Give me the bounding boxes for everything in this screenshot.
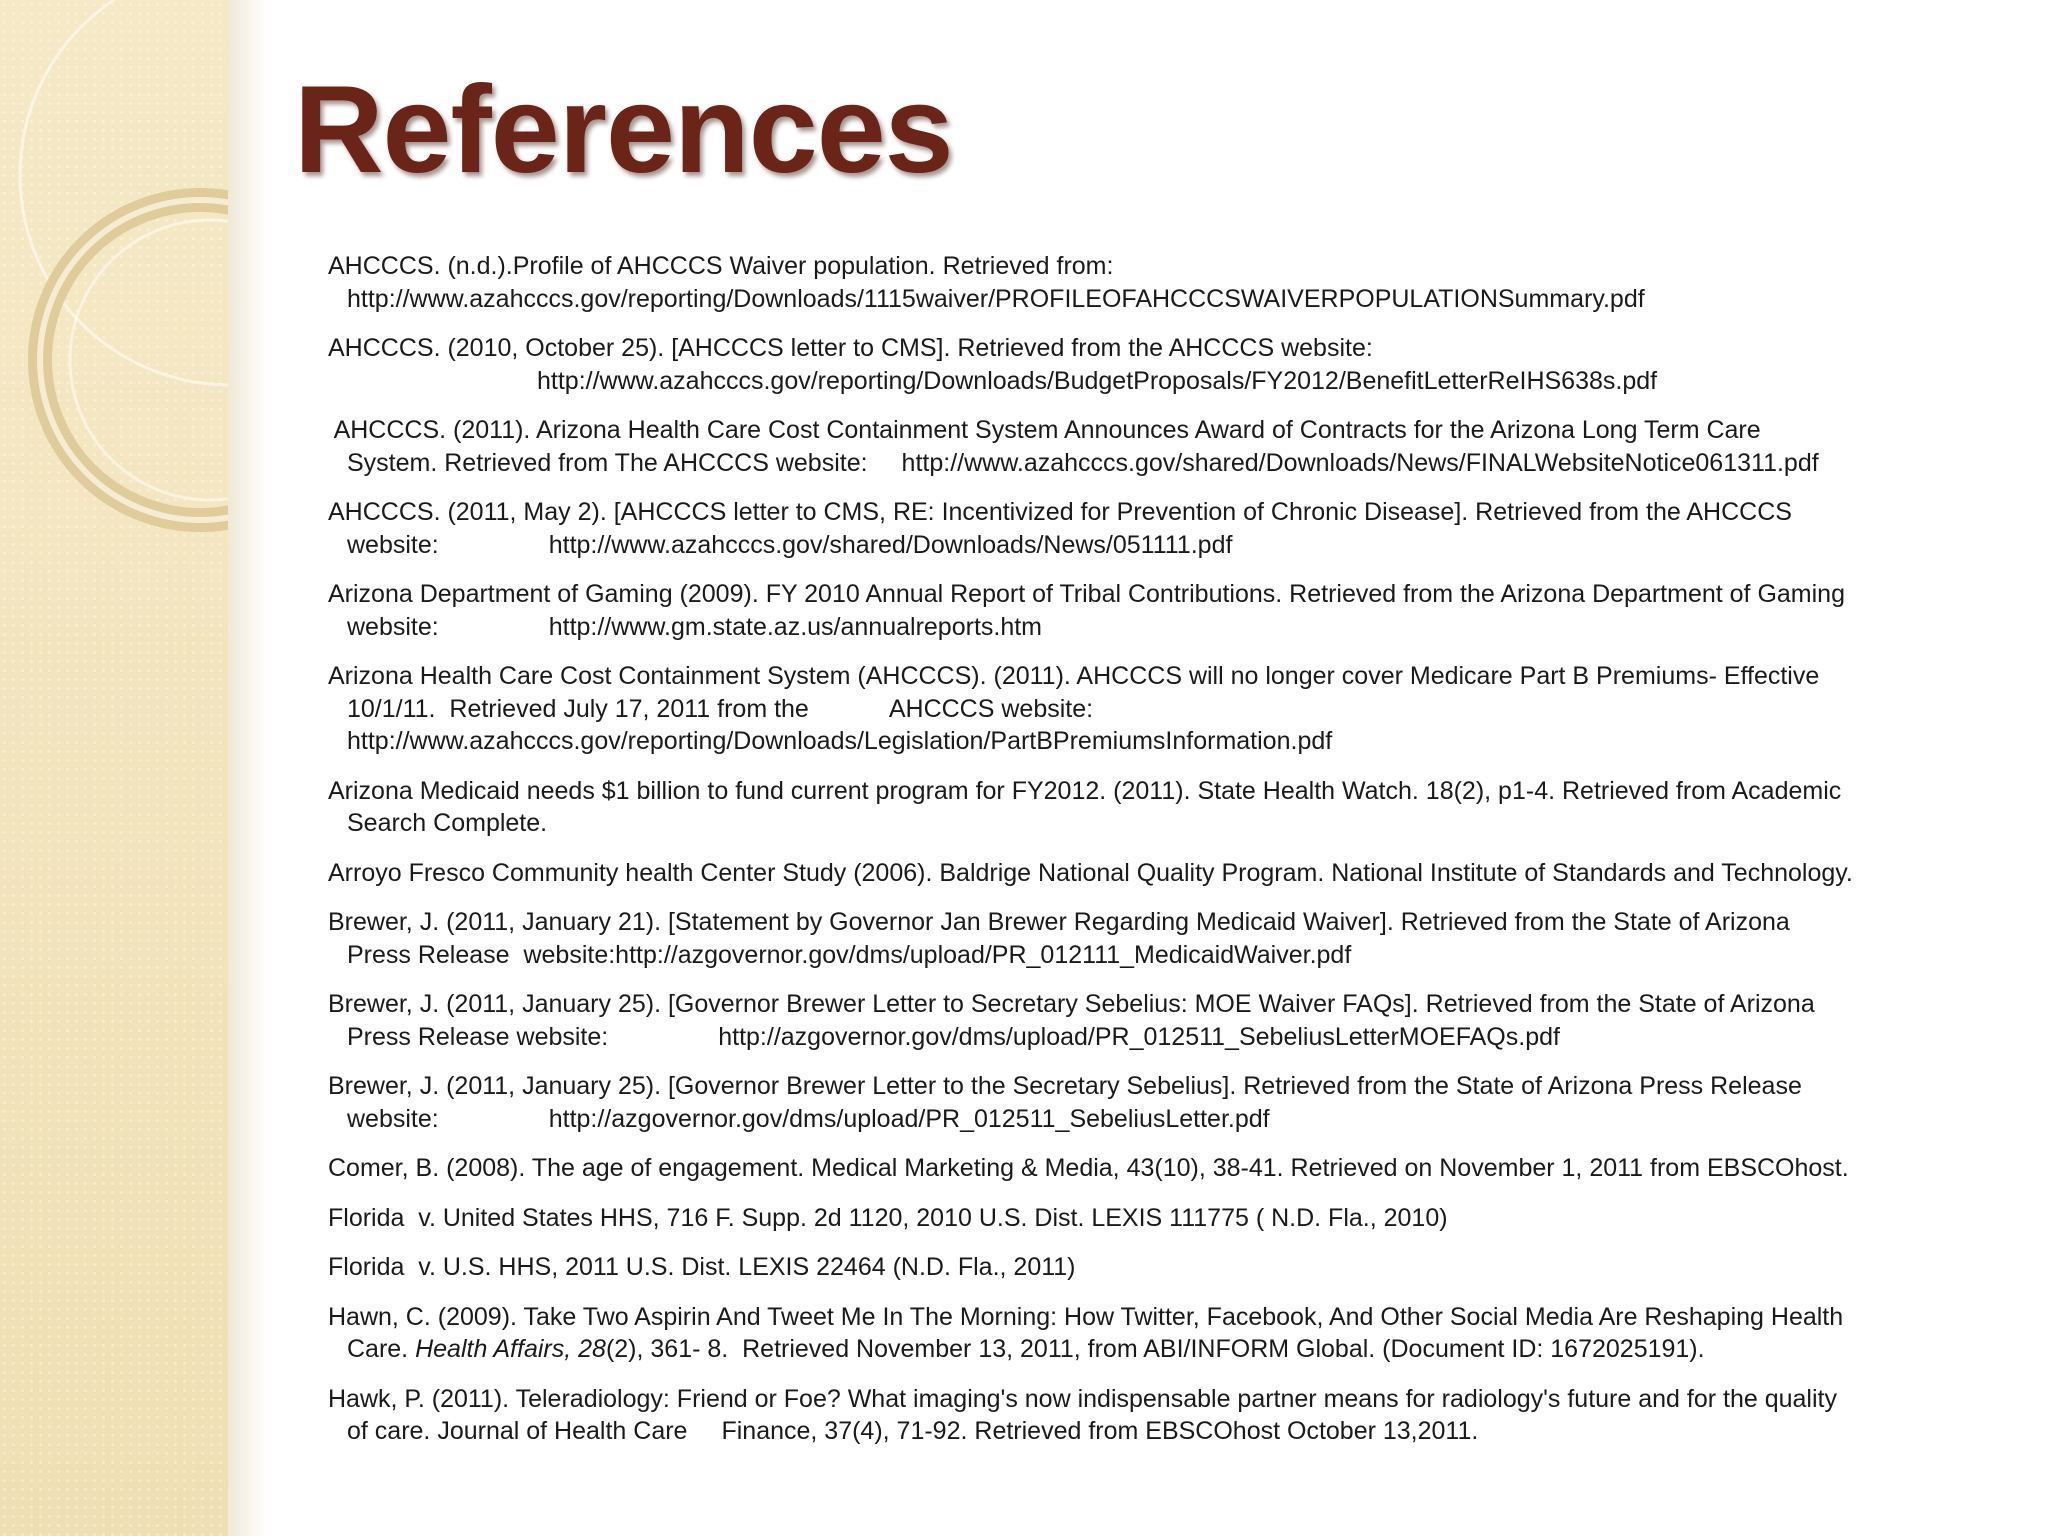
reference-item bbox=[328, 578, 2008, 643]
reference-item bbox=[328, 1202, 2008, 1235]
reference-text: AHCCCS website: bbox=[888, 694, 1094, 723]
reference-item bbox=[328, 1152, 2008, 1185]
reference-text: AHCCCS. (2010, October 25). [AHCCCS letter to CMS]. Retrieved from the AHCCCS website: bbox=[328, 334, 1373, 362]
reference-text: Arizona Health Care Cost Containment System (AHCCCS). (2011). AHCCCS will no longer cover Medicare Part B Premiums- Effective bbox=[328, 662, 1820, 690]
reference-url[interactable]: http://www.azahcccs.gov/shared/Downloads/News/FINALWebsiteNotice061311.pdf bbox=[901, 448, 1819, 477]
reference-text: Hawn, C. (2009). Take Two Aspirin And Tweet Me In The Morning: How Twitter, Facebook, And Other Social Media Are Reshaping Health bbox=[328, 1302, 1844, 1331]
reference-text: website: bbox=[347, 1104, 439, 1133]
reference-text: Brewer, J. (2011, January 21). [Statement by Governor Jan Brewer Regarding Medicaid Waiver]. Retrieved from the State of Arizona bbox=[328, 908, 1790, 936]
reference-text: Arroyo Fresco Community health Center Study (2006). Baldrige National Quality Program. National Institute of Standards and Technology. bbox=[328, 858, 1853, 887]
reference-item bbox=[328, 496, 2008, 561]
reference-text: Florida v. U.S. HHS, 2011 U.S. Dist. LEXIS 22464 (N.D. Fla., 2011) bbox=[328, 1253, 1076, 1281]
reference-item bbox=[328, 414, 2008, 479]
reference-text: Arizona Medicaid needs $1 billion to fund current program for FY2012. (2011). State Health Watch. 18(2), p1-4. Retrieved from Academic bbox=[328, 776, 1842, 805]
reference-text: Brewer, J. (2011, January 25). [Governor Brewer Letter to the Secretary Sebelius]. Retrieved from the State of Arizona Press Release bbox=[328, 1072, 1802, 1100]
reference-text: AHCCCS. (n.d.).Profile of AHCCCS Waiver population. Retrieved from: bbox=[328, 252, 1114, 280]
reference-text: 10/1/11. Retrieved July 17, 2011 from the bbox=[347, 694, 809, 723]
reference-item bbox=[328, 332, 2008, 397]
reference-text: AHCCCS. (2011, May 2). [AHCCCS letter to CMS, RE: Incentivized for Prevention of Chronic Disease]. Retrieved from the AHCCCS bbox=[328, 498, 1792, 526]
reference-item bbox=[328, 775, 2008, 840]
reference-url[interactable]: http://www.gm.state.az.us/annualreports.htm bbox=[548, 612, 1043, 641]
decorative-rings bbox=[0, 0, 228, 1536]
side-band-shadow bbox=[228, 0, 268, 1536]
reference-text: (2), 361- 8. Retrieved November 13, 2011, from ABI/INFORM Global. (Document ID: 1672025191). bbox=[605, 1335, 1705, 1363]
reference-text: Care. bbox=[347, 1335, 416, 1363]
reference-text: website: bbox=[347, 612, 439, 641]
reference-text: Florida v. United States HHS, 716 F. Supp. 2d 1120, 2010 U.S. Dist. LEXIS 111775 ( N.D. Fla., 2010) bbox=[328, 1203, 1448, 1232]
reference-item bbox=[328, 1301, 2008, 1366]
reference-text: Brewer, J. (2011, January 25). [Governor Brewer Letter to Secretary Sebelius: MOE Waiver FAQs]. Retrieved from the State of Arizona bbox=[328, 990, 1815, 1018]
reference-text: Search Complete. bbox=[347, 809, 548, 837]
decorative-side-band bbox=[0, 0, 228, 1536]
reference-item bbox=[328, 1251, 2008, 1284]
reference-url[interactable]: http://azgovernor.gov/dms/upload/PR_012511_SebeliusLetter.pdf bbox=[548, 1104, 1270, 1133]
reference-text: website: bbox=[347, 530, 439, 559]
reference-item bbox=[328, 1383, 2008, 1448]
reference-item bbox=[328, 906, 2008, 971]
reference-text: Hawk, P. (2011). Teleradiology: Friend or Foe? What imaging's now indispensable partner means for radiology's future and for the quality bbox=[328, 1384, 1837, 1413]
reference-url[interactable]: http://www.azahcccs.gov/reporting/Downloads/1115waiver/PROFILEOFAHCCCSWAIVERPOPULATIONSummary.pdf bbox=[347, 284, 1645, 313]
reference-item bbox=[328, 250, 2008, 315]
journal-title: Health Affairs, 28 bbox=[415, 1335, 606, 1363]
reference-item bbox=[328, 660, 2008, 758]
reference-text: AHCCCS. (2011). Arizona Health Care Cost Containment System Announces Award of Contracts for the Arizona Long Term Care bbox=[328, 416, 1761, 444]
reference-text: System. Retrieved from The AHCCCS website: bbox=[347, 448, 868, 477]
reference-list bbox=[328, 250, 2008, 1465]
reference-item bbox=[328, 857, 2008, 890]
reference-text: Press Release website:http://azgovernor.gov/dms/upload/PR_012111_MedicaidWaiver.pdf bbox=[347, 940, 1352, 969]
reference-text: Arizona Department of Gaming (2009). FY 2010 Annual Report of Tribal Contributions. Retrieved from the Arizona Department of Gaming bbox=[328, 580, 1845, 608]
reference-text: Press Release website: bbox=[347, 1022, 609, 1051]
reference-url[interactable]: http://www.azahcccs.gov/shared/Downloads/News/051111.pdf bbox=[548, 530, 1233, 559]
reference-item bbox=[328, 988, 2008, 1053]
reference-text: Comer, B. (2008). The age of engagement. Medical Marketing & Media, 43(10), 38-41. Retrieved on November 1, 2011 from EBSCOhost. bbox=[328, 1154, 1849, 1182]
reference-item bbox=[328, 1070, 2008, 1135]
reference-text: of care. Journal of Health Care bbox=[347, 1417, 688, 1445]
reference-text: Finance, 37(4), 71-92. Retrieved from EBSCOhost October 13,2011. bbox=[721, 1417, 1479, 1445]
reference-url[interactable]: http://www.azahcccs.gov/reporting/Downloads/Legislation/PartBPremiumsInformation.pdf bbox=[347, 727, 1333, 755]
reference-url[interactable]: http://azgovernor.gov/dms/upload/PR_012511_SebeliusLetterMOEFAQs.pdf bbox=[718, 1022, 1560, 1051]
slide-title: References bbox=[294, 61, 953, 199]
reference-url[interactable]: http://www.azahcccs.gov/reporting/Downloads/BudgetProposals/FY2012/BenefitLetterReIHS638s.pdf bbox=[537, 366, 1658, 395]
